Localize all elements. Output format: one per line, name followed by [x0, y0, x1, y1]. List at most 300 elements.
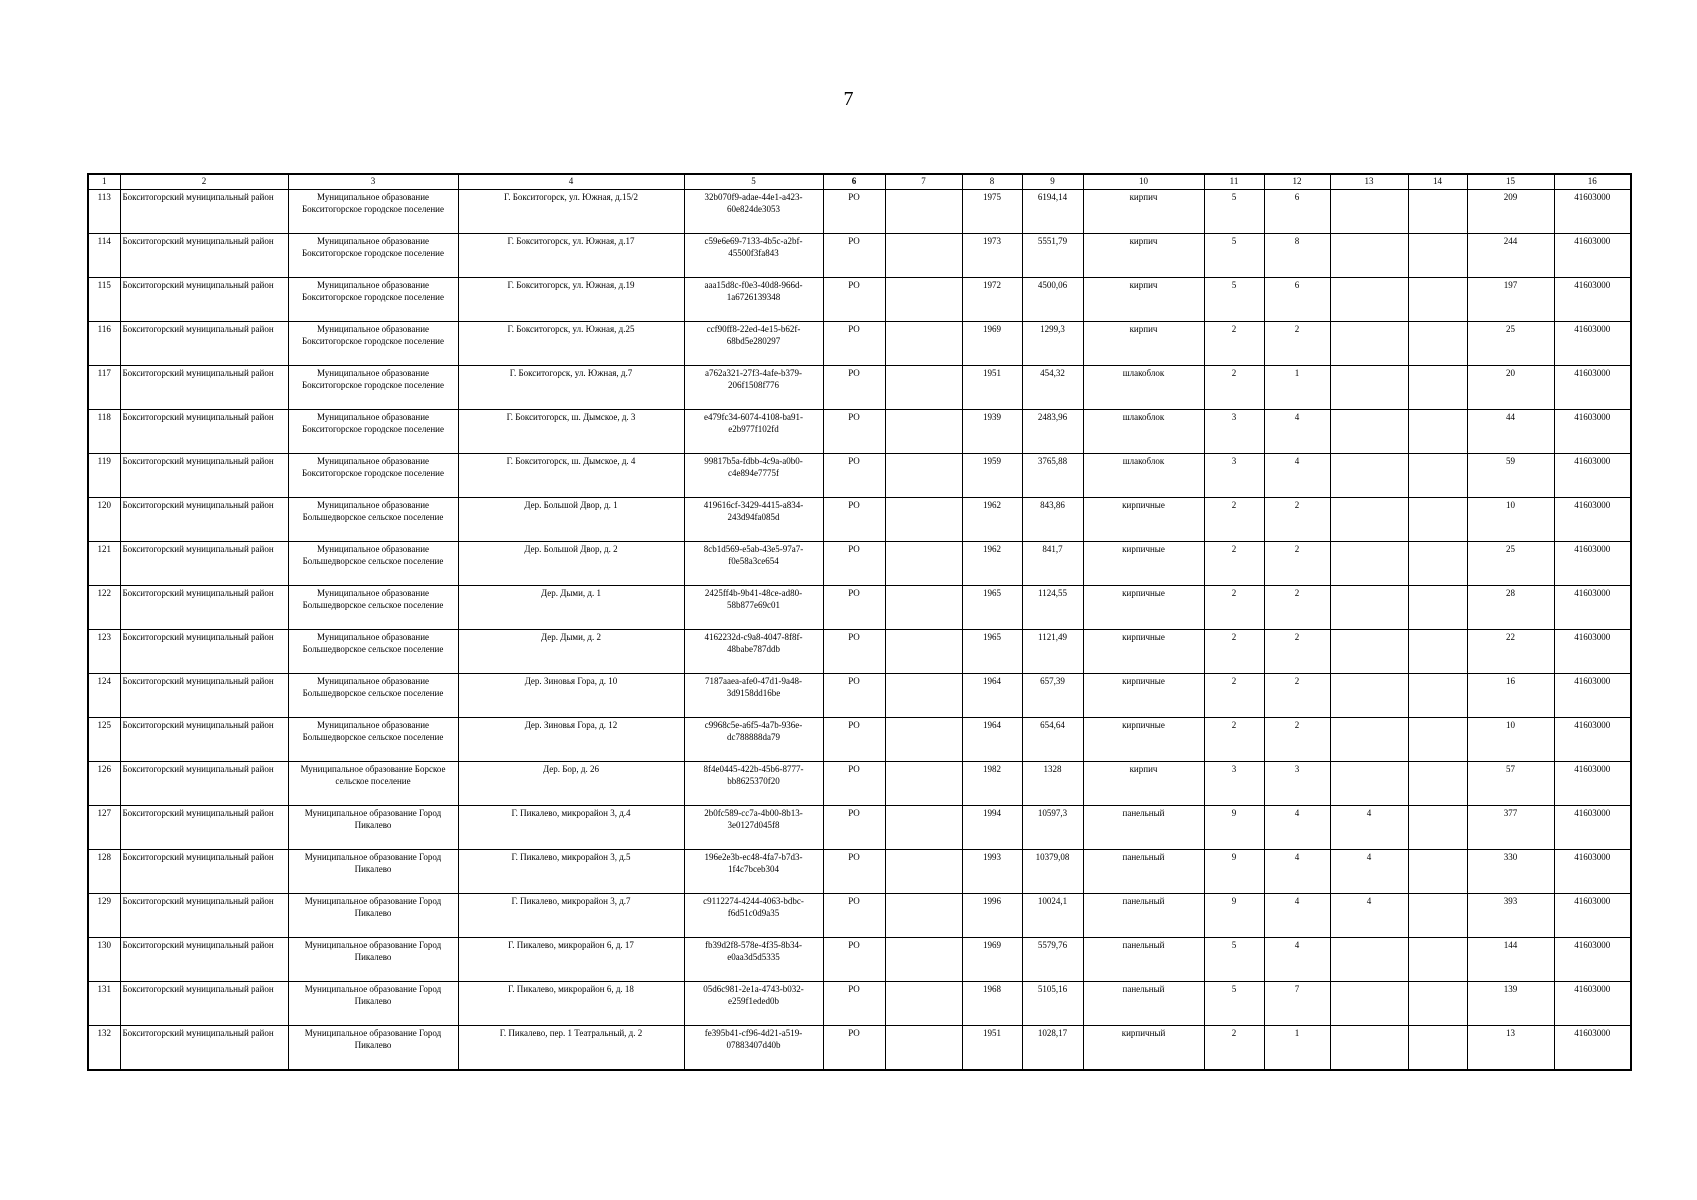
cell-house-guid: c9112274-4244-4063-bdbc-f6d51c0d9a35	[684, 894, 823, 938]
cell-floors-min	[1330, 630, 1408, 674]
cell-build-year: 1975	[962, 190, 1022, 234]
cell-oktmo: 41603000	[1554, 762, 1631, 806]
cell-floors-min	[1330, 234, 1408, 278]
cell-management-type: РО	[823, 454, 885, 498]
column-header-14: 14	[1408, 174, 1467, 190]
cell-col-14	[1408, 542, 1467, 586]
cell-district: Бокситогорский муниципальный район	[120, 718, 288, 762]
cell-municipality: Муниципальное образование Бокситогорское городское поселение	[288, 278, 458, 322]
cell-row-number: 113	[88, 190, 120, 234]
cell-residents: 57	[1467, 762, 1554, 806]
cell-total-area: 2483,96	[1022, 410, 1083, 454]
cell-municipality: Муниципальное образование Бокситогорское городское поселение	[288, 366, 458, 410]
cell-build-year: 1965	[962, 630, 1022, 674]
table-row	[88, 454, 1631, 498]
cell-col-7	[885, 410, 962, 454]
cell-house-guid: 7187aaea-afe0-47d1-9a48-3d9158dd16be	[684, 674, 823, 718]
cell-address: Дер. Дыми, д. 2	[458, 630, 684, 674]
housing-registry-table	[87, 173, 1632, 1071]
cell-residents: 13	[1467, 1026, 1554, 1070]
cell-build-year: 1994	[962, 806, 1022, 850]
cell-oktmo: 41603000	[1554, 234, 1631, 278]
cell-floors-min	[1330, 322, 1408, 366]
cell-floors-max: 2	[1204, 498, 1264, 542]
cell-wall-material: кирпичные	[1083, 542, 1204, 586]
table-row	[88, 806, 1631, 850]
cell-col-14	[1408, 806, 1467, 850]
cell-house-guid: 8f4e0445-422b-45b6-8777-bb8625370f20	[684, 762, 823, 806]
cell-col-7	[885, 806, 962, 850]
cell-col-7	[885, 366, 962, 410]
cell-row-number: 121	[88, 542, 120, 586]
cell-residents: 44	[1467, 410, 1554, 454]
cell-build-year: 1965	[962, 586, 1022, 630]
cell-house-guid: 4162232d-c9a8-4047-8f8f-48babe787ddb	[684, 630, 823, 674]
cell-residents: 244	[1467, 234, 1554, 278]
cell-row-number: 129	[88, 894, 120, 938]
cell-total-area: 10597,3	[1022, 806, 1083, 850]
cell-floors-min	[1330, 542, 1408, 586]
cell-management-type: РО	[823, 322, 885, 366]
cell-floors-max: 3	[1204, 410, 1264, 454]
cell-municipality: Муниципальное образование Большедворское сельское поселение	[288, 586, 458, 630]
cell-district: Бокситогорский муниципальный район	[120, 1026, 288, 1070]
cell-residents: 144	[1467, 938, 1554, 982]
table-row	[88, 850, 1631, 894]
cell-floors-max: 9	[1204, 894, 1264, 938]
cell-floors-max: 2	[1204, 586, 1264, 630]
cell-floors-min	[1330, 938, 1408, 982]
cell-municipality: Муниципальное образование Бокситогорское городское поселение	[288, 234, 458, 278]
cell-wall-material: шлакоблок	[1083, 454, 1204, 498]
cell-address: Дер. Большой Двор, д. 1	[458, 498, 684, 542]
cell-residents: 330	[1467, 850, 1554, 894]
cell-col-14	[1408, 630, 1467, 674]
cell-district: Бокситогорский муниципальный район	[120, 938, 288, 982]
cell-col-7	[885, 762, 962, 806]
cell-oktmo: 41603000	[1554, 674, 1631, 718]
cell-house-guid: 419616cf-3429-4415-a834-243d94fa085d	[684, 498, 823, 542]
cell-address: Дер. Дыми, д. 1	[458, 586, 684, 630]
cell-address: Дер. Большой Двор, д. 2	[458, 542, 684, 586]
cell-residents: 25	[1467, 542, 1554, 586]
cell-municipality: Муниципальное образование Бокситогорское городское поселение	[288, 322, 458, 366]
column-header-5: 5	[684, 174, 823, 190]
cell-oktmo: 41603000	[1554, 410, 1631, 454]
cell-house-guid: 32b070f9-adae-44e1-a423-60e824de3053	[684, 190, 823, 234]
cell-house-guid: 05d6c981-2e1a-4743-b032-e259f1eded0b	[684, 982, 823, 1026]
cell-entrances: 4	[1264, 850, 1330, 894]
cell-management-type: РО	[823, 674, 885, 718]
cell-address: Г. Бокситогорск, ул. Южная, д.19	[458, 278, 684, 322]
cell-residents: 59	[1467, 454, 1554, 498]
cell-floors-max: 9	[1204, 806, 1264, 850]
cell-floors-max: 5	[1204, 938, 1264, 982]
cell-house-guid: c59e6e69-7133-4b5c-a2bf-45500f3fa843	[684, 234, 823, 278]
cell-district: Бокситогорский муниципальный район	[120, 630, 288, 674]
cell-municipality: Муниципальное образование Город Пикалево	[288, 894, 458, 938]
cell-oktmo: 41603000	[1554, 630, 1631, 674]
cell-wall-material: панельный	[1083, 982, 1204, 1026]
cell-wall-material: кирпичные	[1083, 586, 1204, 630]
cell-floors-min: 4	[1330, 894, 1408, 938]
cell-build-year: 1962	[962, 542, 1022, 586]
cell-total-area: 841,7	[1022, 542, 1083, 586]
cell-row-number: 114	[88, 234, 120, 278]
cell-total-area: 1124,55	[1022, 586, 1083, 630]
cell-oktmo: 41603000	[1554, 894, 1631, 938]
cell-house-guid: 196e2e3b-ec48-4fa7-b7d3-1f4c7bceb304	[684, 850, 823, 894]
cell-house-guid: fe395b41-cf96-4d21-a519-07883407d40b	[684, 1026, 823, 1070]
cell-floors-max: 5	[1204, 190, 1264, 234]
cell-total-area: 1328	[1022, 762, 1083, 806]
cell-residents: 10	[1467, 498, 1554, 542]
cell-district: Бокситогорский муниципальный район	[120, 894, 288, 938]
column-header-2: 2	[120, 174, 288, 190]
cell-floors-max: 2	[1204, 1026, 1264, 1070]
cell-floors-min	[1330, 586, 1408, 630]
cell-district: Бокситогорский муниципальный район	[120, 410, 288, 454]
cell-management-type: РО	[823, 234, 885, 278]
cell-entrances: 2	[1264, 542, 1330, 586]
cell-total-area: 5551,79	[1022, 234, 1083, 278]
cell-build-year: 1996	[962, 894, 1022, 938]
cell-floors-min	[1330, 674, 1408, 718]
cell-wall-material: панельный	[1083, 894, 1204, 938]
cell-col-7	[885, 498, 962, 542]
cell-floors-max: 9	[1204, 850, 1264, 894]
cell-total-area: 5105,16	[1022, 982, 1083, 1026]
cell-col-14	[1408, 894, 1467, 938]
cell-build-year: 1951	[962, 366, 1022, 410]
cell-address: Г. Бокситогорск, ул. Южная, д.7	[458, 366, 684, 410]
cell-oktmo: 41603000	[1554, 542, 1631, 586]
cell-col-14	[1408, 850, 1467, 894]
cell-col-14	[1408, 586, 1467, 630]
cell-management-type: РО	[823, 542, 885, 586]
cell-district: Бокситогорский муниципальный район	[120, 806, 288, 850]
cell-municipality: Муниципальное образование Большедворское сельское поселение	[288, 674, 458, 718]
cell-row-number: 117	[88, 366, 120, 410]
table-row	[88, 542, 1631, 586]
cell-address: Г. Бокситогорск, ш. Дымское, д. 4	[458, 454, 684, 498]
cell-floors-min	[1330, 190, 1408, 234]
cell-wall-material: кирпич	[1083, 762, 1204, 806]
cell-house-guid: 99817b5a-fdbb-4c9a-a0b0-c4e894e7775f	[684, 454, 823, 498]
table-row	[88, 278, 1631, 322]
column-header-8: 8	[962, 174, 1022, 190]
cell-row-number: 132	[88, 1026, 120, 1070]
cell-build-year: 1959	[962, 454, 1022, 498]
cell-build-year: 1982	[962, 762, 1022, 806]
cell-row-number: 126	[88, 762, 120, 806]
cell-col-7	[885, 850, 962, 894]
table-row	[88, 674, 1631, 718]
cell-municipality: Муниципальное образование Борское сельское поселение	[288, 762, 458, 806]
cell-municipality: Муниципальное образование Большедворское сельское поселение	[288, 542, 458, 586]
cell-municipality: Муниципальное образование Бокситогорское городское поселение	[288, 410, 458, 454]
cell-residents: 25	[1467, 322, 1554, 366]
cell-residents: 139	[1467, 982, 1554, 1026]
table-row	[88, 630, 1631, 674]
cell-row-number: 116	[88, 322, 120, 366]
cell-total-area: 654,64	[1022, 718, 1083, 762]
table-row	[88, 718, 1631, 762]
cell-wall-material: кирпич	[1083, 278, 1204, 322]
cell-residents: 10	[1467, 718, 1554, 762]
cell-municipality: Муниципальное образование Город Пикалево	[288, 850, 458, 894]
table-row	[88, 410, 1631, 454]
cell-floors-max: 5	[1204, 982, 1264, 1026]
cell-residents: 28	[1467, 586, 1554, 630]
column-header-12: 12	[1264, 174, 1330, 190]
cell-wall-material: шлакоблок	[1083, 366, 1204, 410]
cell-residents: 20	[1467, 366, 1554, 410]
cell-col-14	[1408, 674, 1467, 718]
cell-management-type: РО	[823, 1026, 885, 1070]
cell-total-area: 657,39	[1022, 674, 1083, 718]
cell-wall-material: панельный	[1083, 850, 1204, 894]
cell-col-14	[1408, 366, 1467, 410]
table-row	[88, 190, 1631, 234]
page-number: 7	[843, 88, 854, 110]
cell-total-area: 6194,14	[1022, 190, 1083, 234]
cell-address: Г. Пикалево, микрорайон 6, д. 18	[458, 982, 684, 1026]
cell-address: Г. Пикалево, микрорайон 6, д. 17	[458, 938, 684, 982]
cell-build-year: 1964	[962, 674, 1022, 718]
cell-total-area: 10379,08	[1022, 850, 1083, 894]
cell-management-type: РО	[823, 762, 885, 806]
cell-house-guid: aaa15d8c-f0e3-40d8-966d-1a6726139348	[684, 278, 823, 322]
cell-col-7	[885, 322, 962, 366]
cell-row-number: 122	[88, 586, 120, 630]
cell-row-number: 115	[88, 278, 120, 322]
cell-floors-min	[1330, 498, 1408, 542]
cell-entrances: 2	[1264, 718, 1330, 762]
cell-oktmo: 41603000	[1554, 498, 1631, 542]
cell-address: Г. Пикалево, микрорайон 3, д.7	[458, 894, 684, 938]
cell-entrances: 4	[1264, 410, 1330, 454]
cell-district: Бокситогорский муниципальный район	[120, 278, 288, 322]
column-header-9: 9	[1022, 174, 1083, 190]
cell-floors-max: 2	[1204, 542, 1264, 586]
cell-total-area: 10024,1	[1022, 894, 1083, 938]
cell-entrances: 8	[1264, 234, 1330, 278]
cell-build-year: 1969	[962, 322, 1022, 366]
column-header-4: 4	[458, 174, 684, 190]
cell-residents: 209	[1467, 190, 1554, 234]
cell-house-guid: ccf90ff8-22ed-4e15-b62f-68bd5e280297	[684, 322, 823, 366]
cell-municipality: Муниципальное образование Большедворское сельское поселение	[288, 718, 458, 762]
table-row	[88, 982, 1631, 1026]
table-body	[88, 190, 1631, 1070]
cell-oktmo: 41603000	[1554, 454, 1631, 498]
cell-entrances: 1	[1264, 1026, 1330, 1070]
cell-municipality: Муниципальное образование Город Пикалево	[288, 1026, 458, 1070]
cell-district: Бокситогорский муниципальный район	[120, 366, 288, 410]
cell-oktmo: 41603000	[1554, 322, 1631, 366]
cell-address: Г. Пикалево, микрорайон 3, д.5	[458, 850, 684, 894]
cell-floors-min: 4	[1330, 850, 1408, 894]
cell-management-type: РО	[823, 190, 885, 234]
cell-management-type: РО	[823, 938, 885, 982]
cell-col-7	[885, 190, 962, 234]
cell-house-guid: 2425ff4b-9b41-48ce-ad80-58b877e69c01	[684, 586, 823, 630]
cell-residents: 197	[1467, 278, 1554, 322]
cell-col-7	[885, 234, 962, 278]
cell-floors-min	[1330, 410, 1408, 454]
cell-residents: 377	[1467, 806, 1554, 850]
cell-management-type: РО	[823, 498, 885, 542]
cell-floors-min	[1330, 718, 1408, 762]
cell-col-14	[1408, 278, 1467, 322]
cell-residents: 16	[1467, 674, 1554, 718]
column-header-16: 16	[1554, 174, 1631, 190]
cell-entrances: 4	[1264, 454, 1330, 498]
cell-col-14	[1408, 190, 1467, 234]
cell-row-number: 118	[88, 410, 120, 454]
header-row	[88, 174, 1631, 190]
cell-wall-material: кирпичные	[1083, 630, 1204, 674]
cell-col-14	[1408, 938, 1467, 982]
cell-col-7	[885, 542, 962, 586]
cell-total-area: 1299,3	[1022, 322, 1083, 366]
cell-address: Дер. Зиновья Гора, д. 10	[458, 674, 684, 718]
cell-col-7	[885, 674, 962, 718]
cell-total-area: 454,32	[1022, 366, 1083, 410]
cell-oktmo: 41603000	[1554, 1026, 1631, 1070]
cell-entrances: 4	[1264, 938, 1330, 982]
cell-district: Бокситогорский муниципальный район	[120, 234, 288, 278]
cell-build-year: 1962	[962, 498, 1022, 542]
cell-row-number: 125	[88, 718, 120, 762]
cell-entrances: 2	[1264, 630, 1330, 674]
cell-row-number: 130	[88, 938, 120, 982]
cell-entrances: 4	[1264, 806, 1330, 850]
cell-municipality: Муниципальное образование Город Пикалево	[288, 806, 458, 850]
cell-floors-min	[1330, 278, 1408, 322]
cell-floors-max: 2	[1204, 322, 1264, 366]
cell-address: Дер. Бор, д. 26	[458, 762, 684, 806]
cell-management-type: РО	[823, 586, 885, 630]
table-row	[88, 498, 1631, 542]
cell-floors-min	[1330, 762, 1408, 806]
table-header	[88, 174, 1631, 190]
cell-row-number: 119	[88, 454, 120, 498]
cell-row-number: 128	[88, 850, 120, 894]
table-row	[88, 586, 1631, 630]
cell-col-14	[1408, 234, 1467, 278]
cell-floors-max: 3	[1204, 762, 1264, 806]
cell-col-14	[1408, 498, 1467, 542]
cell-wall-material: кирпич	[1083, 190, 1204, 234]
cell-entrances: 3	[1264, 762, 1330, 806]
cell-house-guid: 2b0fc589-cc7a-4b00-8b13-3e0127d045f8	[684, 806, 823, 850]
cell-entrances: 2	[1264, 322, 1330, 366]
cell-wall-material: панельный	[1083, 938, 1204, 982]
cell-entrances: 1	[1264, 366, 1330, 410]
cell-district: Бокситогорский муниципальный район	[120, 498, 288, 542]
cell-address: Г. Бокситогорск, ул. Южная, д.25	[458, 322, 684, 366]
cell-total-area: 4500,06	[1022, 278, 1083, 322]
cell-build-year: 1964	[962, 718, 1022, 762]
cell-oktmo: 41603000	[1554, 806, 1631, 850]
column-header-10: 10	[1083, 174, 1204, 190]
cell-wall-material: кирпичные	[1083, 674, 1204, 718]
cell-floors-min	[1330, 982, 1408, 1026]
cell-oktmo: 41603000	[1554, 586, 1631, 630]
cell-municipality: Муниципальное образование Бокситогорское городское поселение	[288, 190, 458, 234]
cell-build-year: 1993	[962, 850, 1022, 894]
column-header-13: 13	[1330, 174, 1408, 190]
cell-house-guid: a762a321-27f3-4afe-b379-206f1508f776	[684, 366, 823, 410]
cell-floors-max: 3	[1204, 454, 1264, 498]
cell-address: Дер. Зиновья Гора, д. 12	[458, 718, 684, 762]
cell-row-number: 131	[88, 982, 120, 1026]
cell-build-year: 1951	[962, 1026, 1022, 1070]
cell-house-guid: fb39d2f8-578e-4f35-8b34-e0aa3d5d5335	[684, 938, 823, 982]
cell-oktmo: 41603000	[1554, 718, 1631, 762]
cell-total-area: 1121,49	[1022, 630, 1083, 674]
cell-oktmo: 41603000	[1554, 938, 1631, 982]
cell-municipality: Муниципальное образование Большедворское сельское поселение	[288, 630, 458, 674]
cell-row-number: 123	[88, 630, 120, 674]
cell-entrances: 6	[1264, 278, 1330, 322]
table-row	[88, 234, 1631, 278]
cell-total-area: 843,86	[1022, 498, 1083, 542]
column-header-1: 1	[88, 174, 120, 190]
cell-address: Г. Пикалево, пер. 1 Театральный, д. 2	[458, 1026, 684, 1070]
cell-build-year: 1939	[962, 410, 1022, 454]
cell-entrances: 2	[1264, 586, 1330, 630]
column-header-7: 7	[885, 174, 962, 190]
table-row	[88, 894, 1631, 938]
column-header-11: 11	[1204, 174, 1264, 190]
cell-row-number: 120	[88, 498, 120, 542]
cell-oktmo: 41603000	[1554, 850, 1631, 894]
cell-management-type: РО	[823, 410, 885, 454]
cell-col-14	[1408, 762, 1467, 806]
cell-wall-material: панельный	[1083, 806, 1204, 850]
cell-district: Бокситогорский муниципальный район	[120, 586, 288, 630]
table-row	[88, 366, 1631, 410]
cell-district: Бокситогорский муниципальный район	[120, 982, 288, 1026]
cell-wall-material: кирпич	[1083, 234, 1204, 278]
cell-col-7	[885, 894, 962, 938]
cell-build-year: 1969	[962, 938, 1022, 982]
cell-entrances: 2	[1264, 498, 1330, 542]
cell-district: Бокситогорский муниципальный район	[120, 190, 288, 234]
cell-floors-min	[1330, 366, 1408, 410]
cell-floors-max: 5	[1204, 234, 1264, 278]
cell-management-type: РО	[823, 894, 885, 938]
table-row	[88, 762, 1631, 806]
cell-build-year: 1972	[962, 278, 1022, 322]
cell-col-14	[1408, 322, 1467, 366]
table-row	[88, 322, 1631, 366]
cell-oktmo: 41603000	[1554, 190, 1631, 234]
cell-col-14	[1408, 982, 1467, 1026]
cell-col-7	[885, 278, 962, 322]
cell-build-year: 1973	[962, 234, 1022, 278]
cell-floors-max: 2	[1204, 674, 1264, 718]
cell-col-7	[885, 454, 962, 498]
cell-floors-min	[1330, 454, 1408, 498]
cell-col-14	[1408, 1026, 1467, 1070]
cell-district: Бокситогорский муниципальный район	[120, 762, 288, 806]
cell-col-7	[885, 630, 962, 674]
cell-management-type: РО	[823, 982, 885, 1026]
